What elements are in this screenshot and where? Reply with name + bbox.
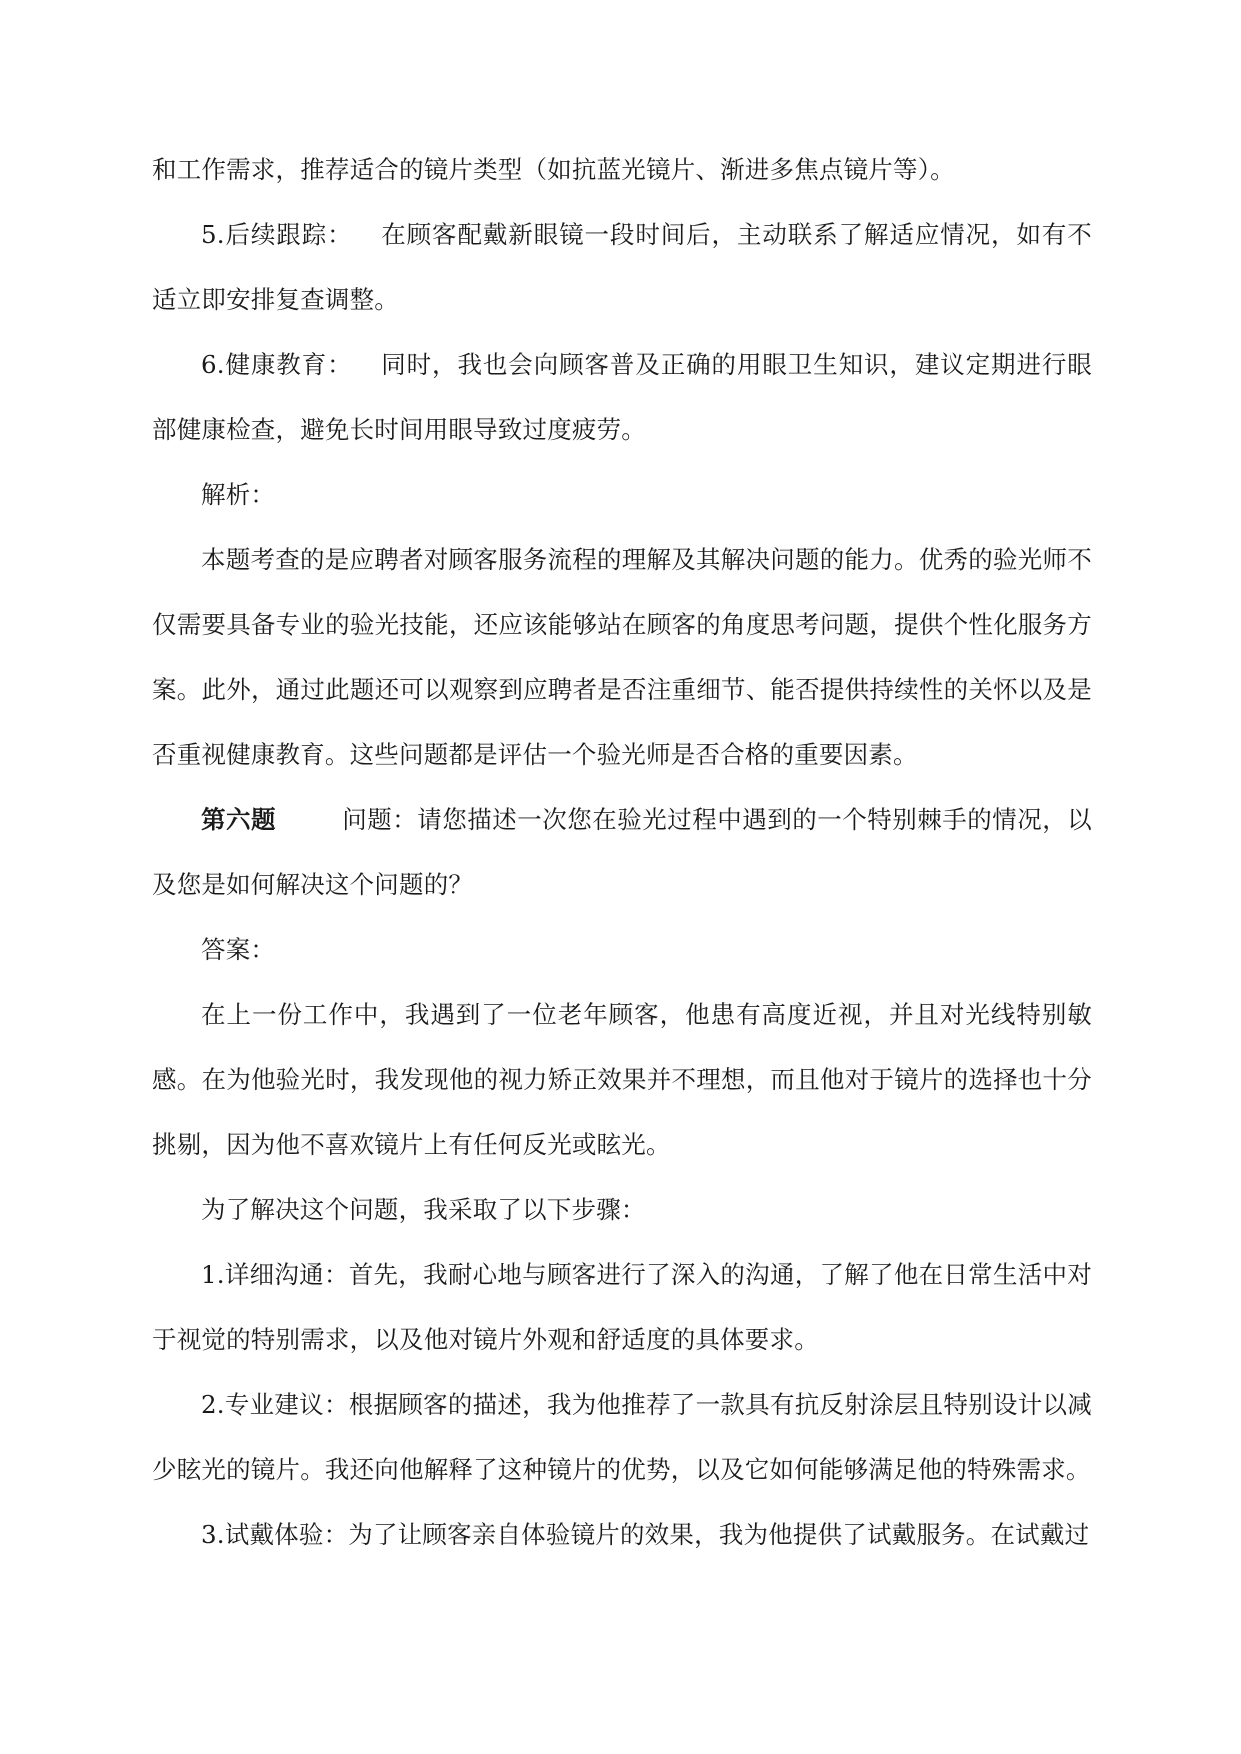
- paragraph-steps-intro: 为了解决这个问题，我采取了以下步骤：: [201, 1195, 646, 1224]
- document-body: [152, 137, 1092, 1567]
- answer-heading: 答案：: [201, 935, 276, 964]
- health-education-label: 6.健康教育：: [201, 350, 353, 379]
- question-six-text: 问题：请您描述一次您在验光过程中遇到的一个特别棘手的情况，以及您是如何解决这个问题的？: [152, 805, 1092, 899]
- paragraph-lens-recommendation: 和工作需求，推荐适合的镜片类型（如抗蓝光镜片、渐进多焦点镜片等）。: [152, 155, 955, 184]
- follow-up-text: 在顾客配戴新眼镜一段时间后，主动联系了解适应情况，如有不适立即安排复查调整。: [152, 220, 1092, 314]
- follow-up-label: 5.后续跟踪：: [201, 220, 353, 249]
- step-professional-advice: 2.专业建议：根据顾客的描述，我为他推荐了一款具有抗反射涂层且特别设计以减少眩光的镜片。我还向他解释了这种镜片的优势，以及它如何能够满足他的特殊需求。: [152, 1390, 1092, 1484]
- health-education-text: 同时，我也会向顾客普及正确的用眼卫生知识，建议定期进行眼部健康检查，避免长时间用眼导致过度疲劳。: [152, 350, 1092, 444]
- paragraph-health-education: [152, 332, 1092, 462]
- paragraph-analysis: 本题考查的是应聘者对顾客服务流程的理解及其解决问题的能力。优秀的验光师不仅需要具备专业的验光技能，还应该能够站在顾客的角度思考问题，提供个性化服务方案。此外，通过此题还可以观察到应聘者是否注重细节、能否提供持续性的关怀以及是否重视健康教育。这些问题都是评估一个验光师是否合格的重要因素。: [152, 545, 1092, 769]
- question-six-title: 第六题: [201, 805, 276, 834]
- question-six: [152, 787, 1092, 917]
- step-trial-wearing: 3.试戴体验：为了让顾客亲自体验镜片的效果，我为他提供了试戴服务。在试戴过: [201, 1520, 1090, 1549]
- paragraph-case-description: 在上一份工作中，我遇到了一位老年顾客，他患有高度近视，并且对光线特别敏感。在为他验光时，我发现他的视力矫正效果并不理想，而且他对于镜片的选择也十分挑剔，因为他不喜欢镜片上有任何反光或眩光。: [152, 1000, 1092, 1159]
- paragraph-follow-up: [152, 202, 1092, 332]
- step-detailed-communication: 1.详细沟通：首先，我耐心地与顾客进行了深入的沟通，了解了他在日常生活中对于视觉的特别需求，以及他对镜片外观和舒适度的具体要求。: [152, 1260, 1092, 1354]
- analysis-heading: 解析：: [201, 480, 276, 509]
